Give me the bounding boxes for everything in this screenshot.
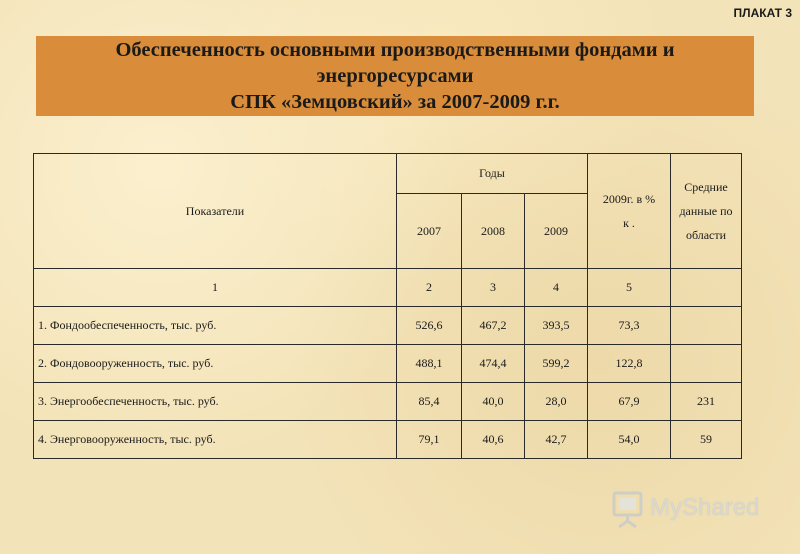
value-2009: 393,5	[525, 307, 588, 345]
title-line-2: энергоресурсами	[316, 65, 474, 87]
value-2007: 79,1	[397, 421, 462, 459]
value-2009: 599,2	[525, 345, 588, 383]
header-row	[34, 154, 742, 194]
myshared-logo[interactable]	[608, 490, 768, 530]
value-2007: 488,1	[397, 345, 462, 383]
number-cell: 3	[462, 269, 525, 307]
value-average: 231	[671, 383, 742, 421]
value-2009: 28,0	[525, 383, 588, 421]
row-name: 1. Фондообеспеченность, тыс. руб.	[34, 307, 397, 345]
number-cell: 5	[588, 269, 671, 307]
header-average: Средние данные по области	[671, 154, 742, 269]
value-2007: 526,6	[397, 307, 462, 345]
value-2009: 42,7	[525, 421, 588, 459]
value-average	[671, 307, 742, 345]
table-row	[34, 421, 742, 459]
page-title	[36, 36, 754, 116]
value-average: 59	[671, 421, 742, 459]
header-year-2007: 2007	[397, 194, 462, 269]
value-2008: 474,4	[462, 345, 525, 383]
title-line-1: Обеспеченность основными производственными фондами и	[115, 39, 675, 61]
presentation-screen-icon	[608, 490, 646, 530]
number-cell: 2	[397, 269, 462, 307]
value-2008: 40,0	[462, 383, 525, 421]
number-cell: 4	[525, 269, 588, 307]
logo-text: MyShared	[650, 494, 760, 521]
row-name: 2. Фондовооруженность, тыс. руб.	[34, 345, 397, 383]
value-2008: 467,2	[462, 307, 525, 345]
value-pct: 67,9	[588, 383, 671, 421]
header-year-2009: 2009	[525, 194, 588, 269]
data-table	[33, 153, 742, 459]
table-row	[34, 307, 742, 345]
value-2007: 85,4	[397, 383, 462, 421]
row-name: 3. Энергообеспеченность, тыс. руб.	[34, 383, 397, 421]
header-indicators: Показатели	[34, 154, 397, 269]
table-row	[34, 383, 742, 421]
numbering-row	[34, 269, 742, 307]
number-cell	[671, 269, 742, 307]
number-cell: 1	[34, 269, 397, 307]
header-year-2008: 2008	[462, 194, 525, 269]
value-pct: 54,0	[588, 421, 671, 459]
header-years: Годы	[397, 154, 588, 194]
poster-label: ПЛАКАТ 3	[733, 6, 792, 20]
title-line-3: СПК «Земцовский» за 2007-2009 г.г.	[230, 91, 560, 113]
row-name: 4. Энерговооруженность, тыс. руб.	[34, 421, 397, 459]
value-2008: 40,6	[462, 421, 525, 459]
value-average	[671, 345, 742, 383]
value-pct: 73,3	[588, 307, 671, 345]
table-row	[34, 345, 742, 383]
header-pct: 2009г. в % к .	[588, 154, 671, 269]
value-pct: 122,8	[588, 345, 671, 383]
